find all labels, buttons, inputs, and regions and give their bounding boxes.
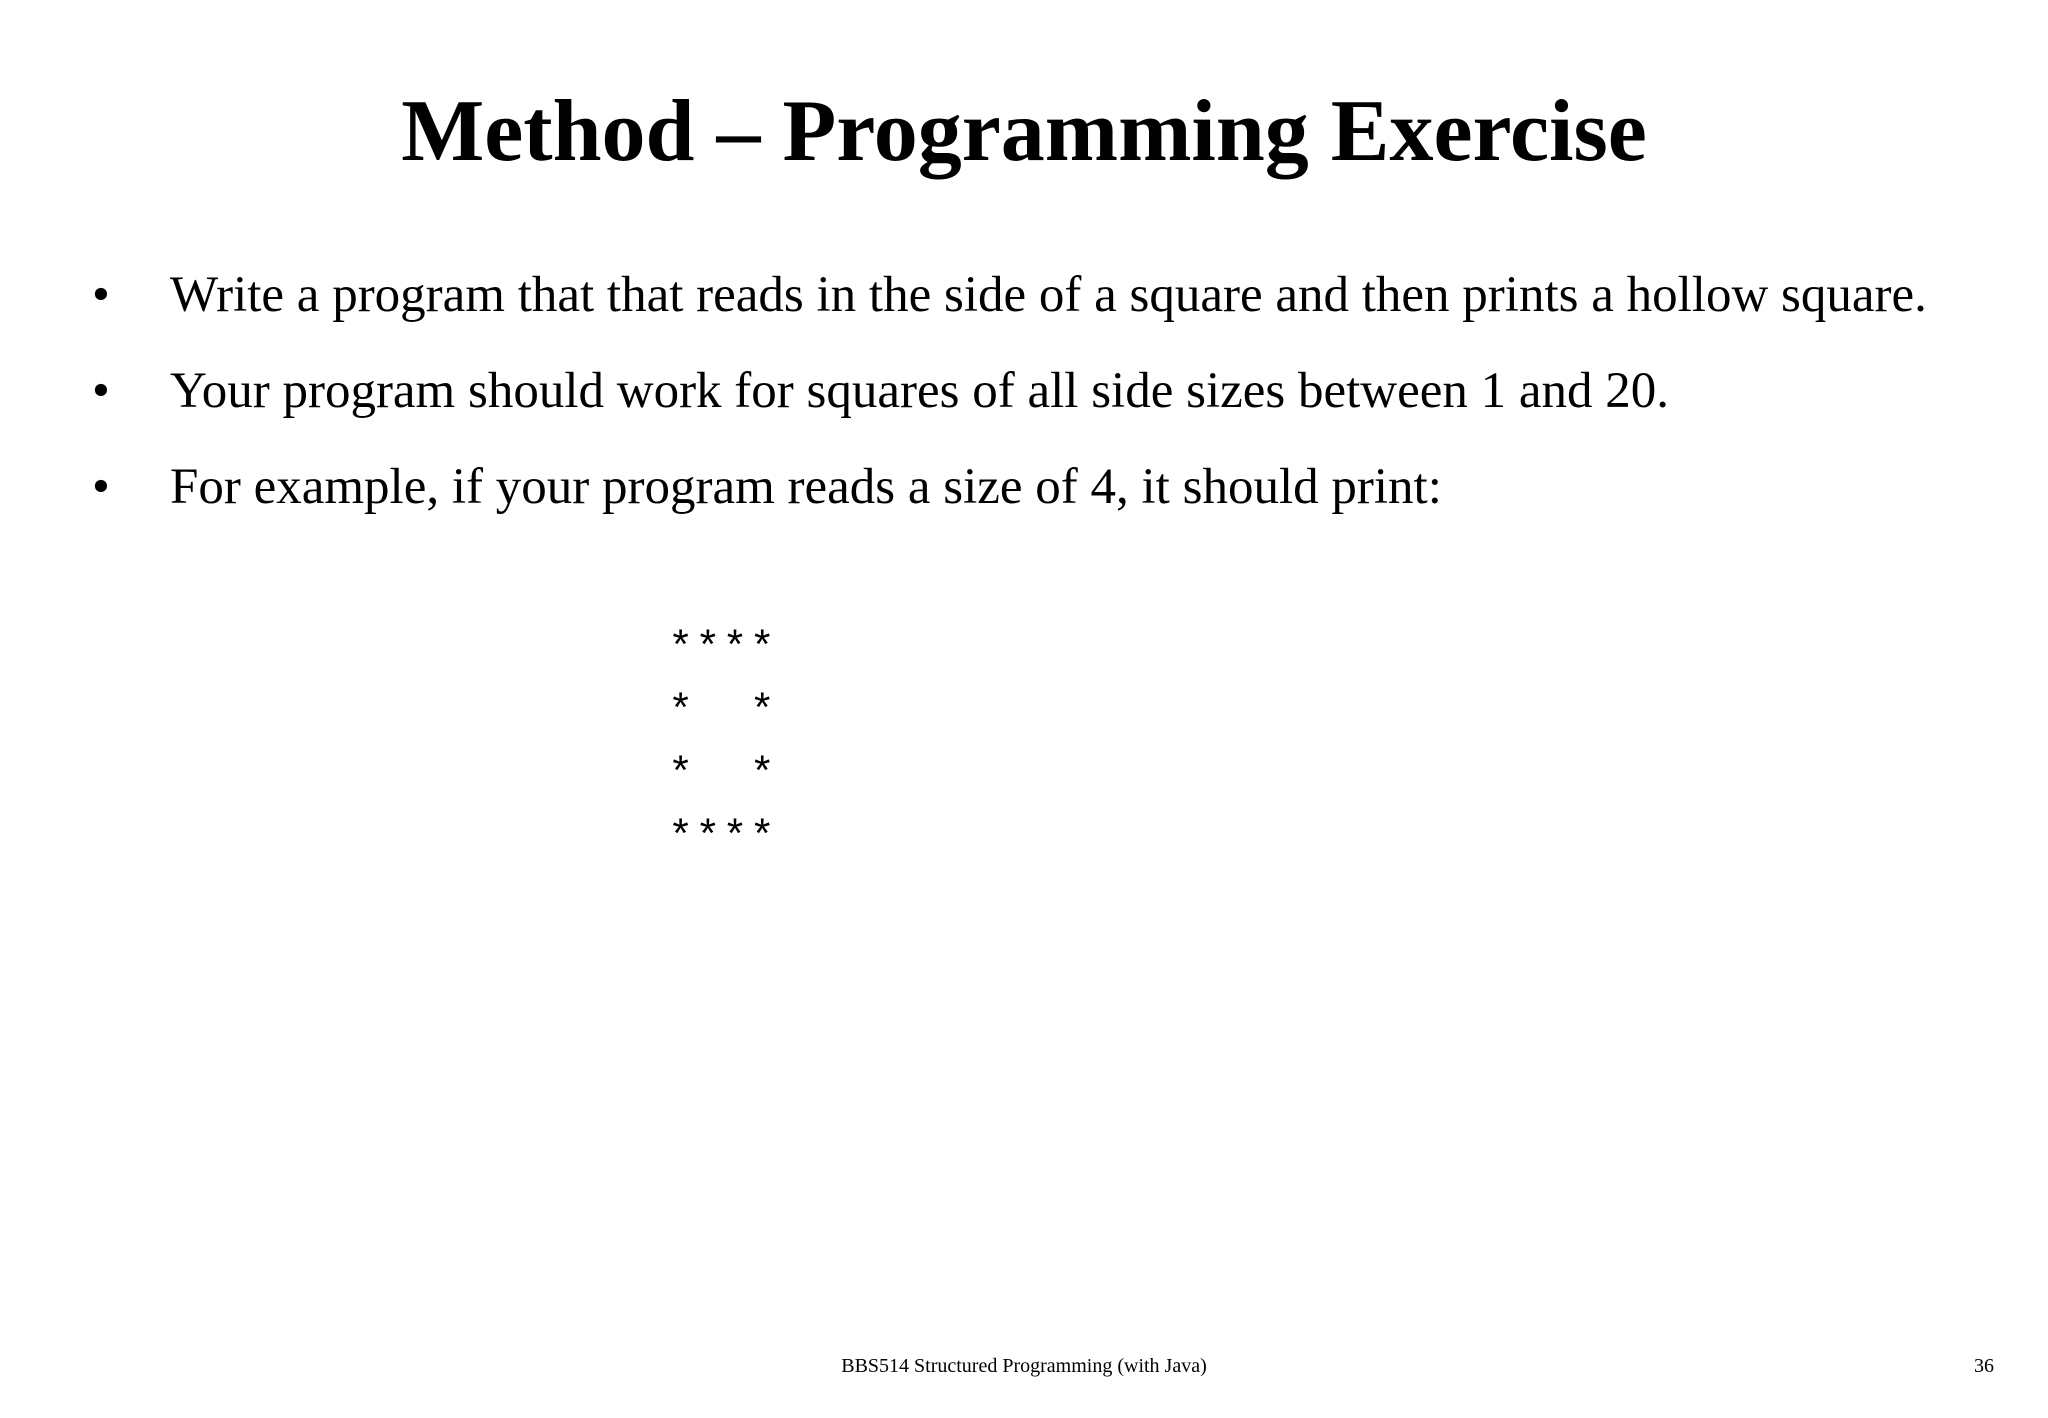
page-number: 36 bbox=[1974, 1355, 1994, 1377]
footer-course-title: BBS514 Structured Programming (with Java) bbox=[841, 1355, 1207, 1377]
bullet-item bbox=[92, 360, 2032, 422]
bullet-text: Write a program that that reads in the side of a square and then prints a hollow square. bbox=[170, 267, 1927, 323]
bullet-icon: • bbox=[92, 267, 110, 323]
bullet-icon: • bbox=[92, 459, 110, 515]
bullet-icon: • bbox=[92, 363, 110, 419]
bullet-text: For example, if your program reads a size of 4, it should print: bbox=[170, 459, 1442, 515]
bullet-item bbox=[92, 456, 2032, 518]
example-output-line: * * bbox=[668, 688, 777, 736]
slide-title: Method – Programming Exercise bbox=[401, 83, 1647, 180]
example-output-line: **** bbox=[668, 625, 777, 673]
example-output-line: **** bbox=[668, 814, 777, 862]
bullet-item bbox=[92, 264, 2032, 326]
bullet-text: Your program should work for squares of all side sizes between 1 and 20. bbox=[170, 363, 1670, 419]
bullet-list bbox=[92, 264, 2032, 552]
example-output-line: * * bbox=[668, 751, 777, 799]
hollow-square-example bbox=[668, 618, 777, 870]
